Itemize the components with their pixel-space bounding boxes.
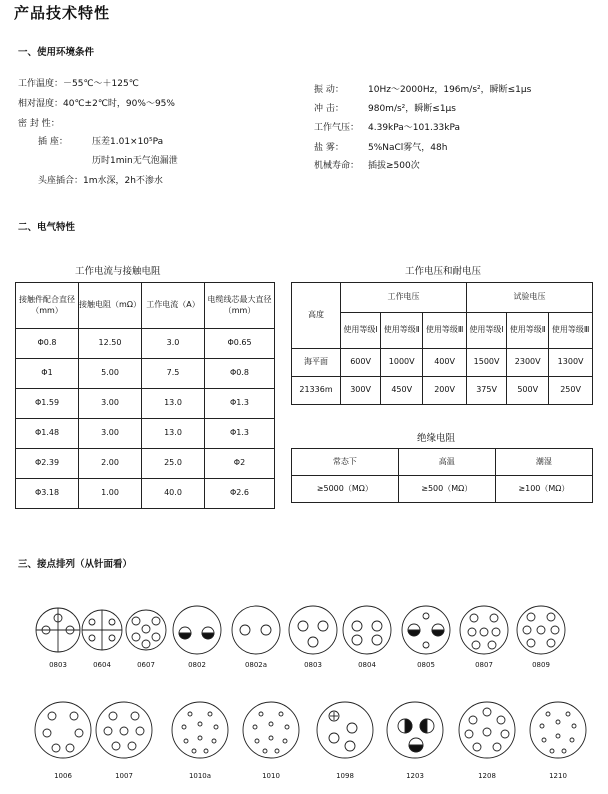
insert-code: 0607 [137, 661, 155, 669]
life-value: 插拔≥500次 [368, 161, 420, 171]
table-cell: 1300V [549, 349, 593, 377]
insert-0804 [343, 606, 391, 654]
section-layout-heading: 三、接点排列（从针面看） [18, 559, 133, 570]
table-cell: 450V [381, 377, 423, 405]
table-cell: Φ0.8 [205, 359, 275, 389]
page-title: 产品技术特性 [14, 4, 111, 22]
table-cell: 3.0 [142, 329, 205, 359]
table-cell: 1.00 [79, 479, 142, 509]
table-cell: Φ1.3 [205, 419, 275, 449]
shock-value: 980m/s²，瞬断≤1μs [368, 104, 456, 114]
table-cell: Φ1.48 [16, 419, 79, 449]
insert-code: 1098 [336, 772, 354, 780]
table-cell: 40.0 [142, 479, 205, 509]
current-table-caption: 工作电流与接触电阻 [75, 266, 161, 277]
table-cell: 12.50 [79, 329, 142, 359]
socket-value: 压差1.01×10⁵Pa [92, 137, 164, 147]
insert-0607 [126, 610, 166, 650]
pressure-value: 4.39kPa～101.33kPa [368, 123, 461, 133]
grade-header: 使用等级Ⅲ [423, 313, 467, 349]
table-cell: 600V [341, 349, 381, 377]
table-cell: 2300V [507, 349, 549, 377]
insert-code: 0802a [244, 661, 268, 669]
insert-code: 1010a [188, 772, 212, 780]
humidity-line: 相对湿度：40℃±2℃时，90%～95% [18, 99, 175, 109]
insert-code: 0803 [304, 661, 322, 669]
table-cell: 13.0 [142, 419, 205, 449]
table-cell: Φ2.39 [16, 449, 79, 479]
insert-code: 1203 [406, 772, 424, 780]
table-cell: Φ1.59 [16, 389, 79, 419]
header-cell: 常态下 [292, 449, 399, 476]
insulation-table-caption: 绝缘电阻 [417, 433, 456, 444]
salt-label: 盐 雾： [314, 143, 344, 153]
insert-1007 [96, 702, 152, 758]
life-label: 机械寿命： [314, 161, 360, 171]
insert-code: 0805 [417, 661, 435, 669]
table-cell: ≥100（MΩ） [495, 476, 592, 503]
vibration-label: 振 动： [314, 85, 344, 95]
header-cell: 电缆线芯最大直径（mm） [205, 283, 275, 329]
insert-code: 1006 [54, 772, 72, 780]
table-cell: 21336m [292, 377, 341, 405]
insert-1098 [317, 702, 373, 758]
table-cell: 375V [466, 377, 506, 405]
table-cell: 3.00 [79, 389, 142, 419]
table-cell: ≥5000（MΩ） [292, 476, 399, 503]
insert-1208 [459, 702, 515, 758]
altitude-header: 高度 [292, 283, 341, 349]
insert-0802 [173, 606, 221, 654]
shock-label: 冲 击： [314, 104, 344, 114]
insert-code: 0804 [358, 661, 376, 669]
insert-code: 1208 [478, 772, 496, 780]
grade-header: 使用等级Ⅰ [341, 313, 381, 349]
table-cell: 7.5 [142, 359, 205, 389]
header-cell: 工作电流（A） [142, 283, 205, 329]
seal-label: 密 封 性： [18, 119, 60, 129]
table-cell: ≥500（MΩ） [398, 476, 495, 503]
insert-1010a [172, 702, 228, 758]
voltage-table-caption: 工作电压和耐电压 [405, 266, 482, 277]
table-cell: 1500V [466, 349, 506, 377]
grade-header: 使用等级Ⅲ [549, 313, 593, 349]
table-cell: 500V [507, 377, 549, 405]
insert-1203 [387, 702, 443, 758]
insert-code: 1010 [262, 772, 280, 780]
table-cell: Φ1.3 [205, 389, 275, 419]
table-cell: Φ3.18 [16, 479, 79, 509]
insert-0803-b [289, 606, 337, 654]
insert-0802a [232, 606, 280, 654]
table-cell: 5.00 [79, 359, 142, 389]
insert-code: 0802 [188, 661, 206, 669]
header-cell: 高温 [398, 449, 495, 476]
section-electrical-heading: 二、电气特性 [18, 222, 76, 233]
test-voltage-header: 试验电压 [466, 283, 592, 313]
table-cell: Φ2 [205, 449, 275, 479]
working-voltage-header: 工作电压 [341, 283, 467, 313]
insert-code: 0803 [49, 661, 67, 669]
table-cell: 250V [549, 377, 593, 405]
header-cell: 接触电阻（mΩ） [79, 283, 142, 329]
table-cell: 25.0 [142, 449, 205, 479]
table-cell: 13.0 [142, 389, 205, 419]
plug-line: 头座插合：1m水深，2h不渗水 [38, 176, 163, 186]
table-cell: 1000V [381, 349, 423, 377]
grade-header: 使用等级Ⅱ [507, 313, 549, 349]
table-cell: 海平面 [292, 349, 341, 377]
table-cell: 200V [423, 377, 467, 405]
insert-code: 1210 [549, 772, 567, 780]
insert-1010 [243, 702, 299, 758]
insert-1006 [35, 702, 91, 758]
salt-value: 5%NaCl雾气，48h [368, 143, 448, 153]
section-environment-heading: 一、使用环境条件 [18, 47, 95, 58]
insert-0807 [460, 606, 508, 654]
table-cell: Φ1 [16, 359, 79, 389]
grade-header: 使用等级Ⅱ [381, 313, 423, 349]
vibration-value: 10Hz～2000Hz，196m/s²，瞬断≤1μs [368, 85, 532, 95]
header-cell: 接触件配合直径（mm） [16, 283, 79, 329]
table-cell: 400V [423, 349, 467, 377]
insert-0809 [517, 606, 565, 654]
insert-0803-a [36, 608, 80, 652]
table-cell: 300V [341, 377, 381, 405]
insert-0604 [82, 610, 122, 650]
insert-0805 [402, 606, 450, 654]
insert-1210 [530, 702, 586, 758]
pressure-label: 工作气压： [314, 123, 360, 133]
grade-header: 使用等级Ⅰ [466, 313, 506, 349]
insert-code: 0809 [532, 661, 550, 669]
table-cell: Φ0.65 [205, 329, 275, 359]
temp-line: 工作温度：－55℃～＋125℃ [18, 79, 139, 89]
table-cell: Φ0.8 [16, 329, 79, 359]
table-cell: Φ2.6 [205, 479, 275, 509]
insert-code: 1007 [115, 772, 133, 780]
header-cell: 潮湿 [495, 449, 592, 476]
socket-value-2: 历时1min无气泡漏泄 [92, 156, 178, 166]
insert-code: 0807 [475, 661, 493, 669]
insert-code: 0604 [93, 661, 111, 669]
table-cell: 2.00 [79, 449, 142, 479]
table-cell: 3.00 [79, 419, 142, 449]
socket-label: 插 座： [38, 137, 68, 147]
